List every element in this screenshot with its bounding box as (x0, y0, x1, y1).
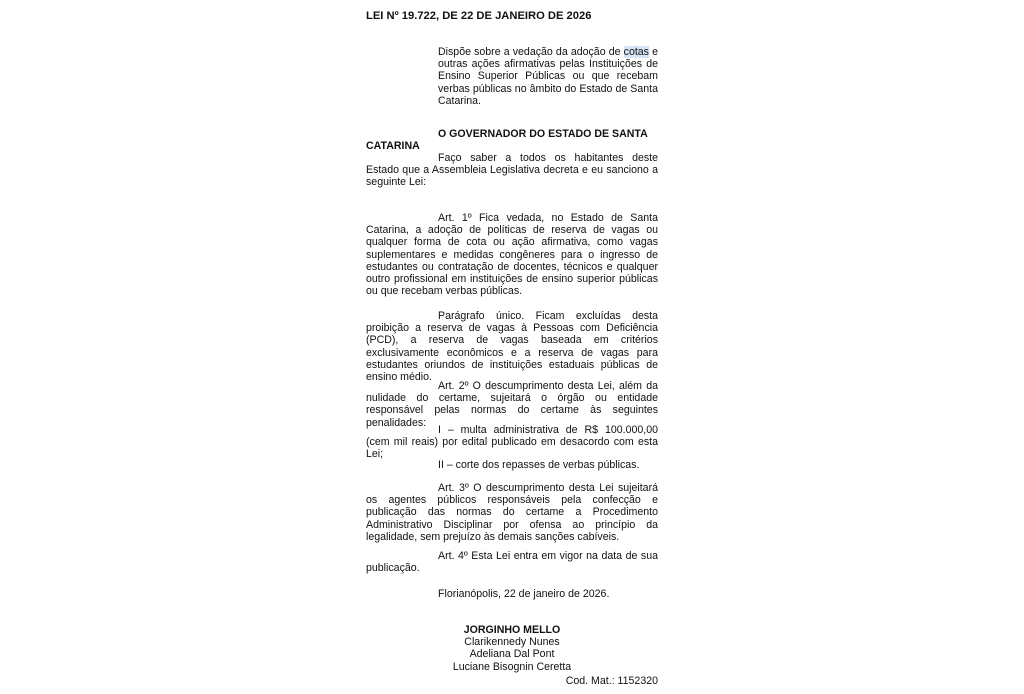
article-1: Art. 1º Fica vedada, no Estado de Santa Catarina, a adoção de políticas de reserva de vagas ou qualquer forma de cota ou ação afirmativa, como vagas suplementares e medidas congêneres para o ingresso de estudantes ou contratação de docentes, técnicos e qualquer outro profissional em instituições de ensino superior públicas ou que recebam verbas públicas. (366, 212, 658, 298)
inciso-1: I – multa administrativa de R$ 100.000,00 (cem mil reais) por edital publicado em desacordo com esta Lei; (366, 424, 658, 461)
article-2: Art. 2º O descumprimento desta Lei, além da nulidade do certame, sujeitará o órgão ou entidade responsável pelas normas do certame às seguintes penalidades: (366, 380, 658, 429)
law-title: LEI Nº 19.722, DE 22 DE JANEIRO DE 2026 (366, 10, 592, 22)
place-date: Florianópolis, 22 de janeiro de 2026. (438, 588, 610, 600)
governor-heading-line-2: CATARINA (366, 140, 420, 153)
signature-block (366, 624, 658, 673)
paragrafo-unico: Parágrafo único. Ficam excluídas desta proibição a reserva de vagas à Pessoas com Deficiência (PCD), a reserva de vagas baseada em critérios exclusivamente econômicos e a reserva de vagas para estudantes oriundos de instituições estaduais públicas de ensino médio. (366, 310, 658, 384)
article-3: Art. 3º O descumprimento desta Lei sujeitará os agentes públicos responsáveis pela confecção e publicação das normas do certame a Procedimento Administrativo Disciplinar por ofensa ao princípio da legalidade, sem prejuízo às demais sanções cabíveis. (366, 482, 658, 543)
signatory-2: Adeliana Dal Pont (469, 648, 555, 661)
article-4: Art. 4º Esta Lei entra em vigor na data de sua publicação. (366, 550, 658, 575)
ementa-text-end: e outras ações afirmativas pelas Instituições de Ensino Superior Públicas ou que recebam verbas públicas no âmbito do Estado de Santa Catarina. (438, 46, 658, 107)
governor-signature: JORGINHO MELLO (463, 624, 561, 636)
signatory-3: Luciane Bisognin Ceretta (452, 660, 572, 673)
preamble: Faço saber a todos os habitantes deste Estado que a Assembleia Legislativa decreta e eu sanciono a seguinte Lei: (366, 152, 658, 189)
law-ementa (438, 46, 658, 107)
cod-mat: Cod. Mat.: 1152320 (565, 675, 658, 687)
ementa-text-start: Dispõe sobre a vedação da adoção de (438, 46, 624, 58)
highlighted-word[interactable]: cotas (623, 46, 649, 58)
governor-heading-line-1: O GOVERNADOR DO ESTADO DE SANTA (438, 128, 648, 140)
signatory-1: Clarikennedy Nunes (464, 636, 560, 649)
governor-heading (366, 128, 658, 152)
inciso-2: II – corte dos repasses de verbas públicas. (438, 459, 640, 471)
